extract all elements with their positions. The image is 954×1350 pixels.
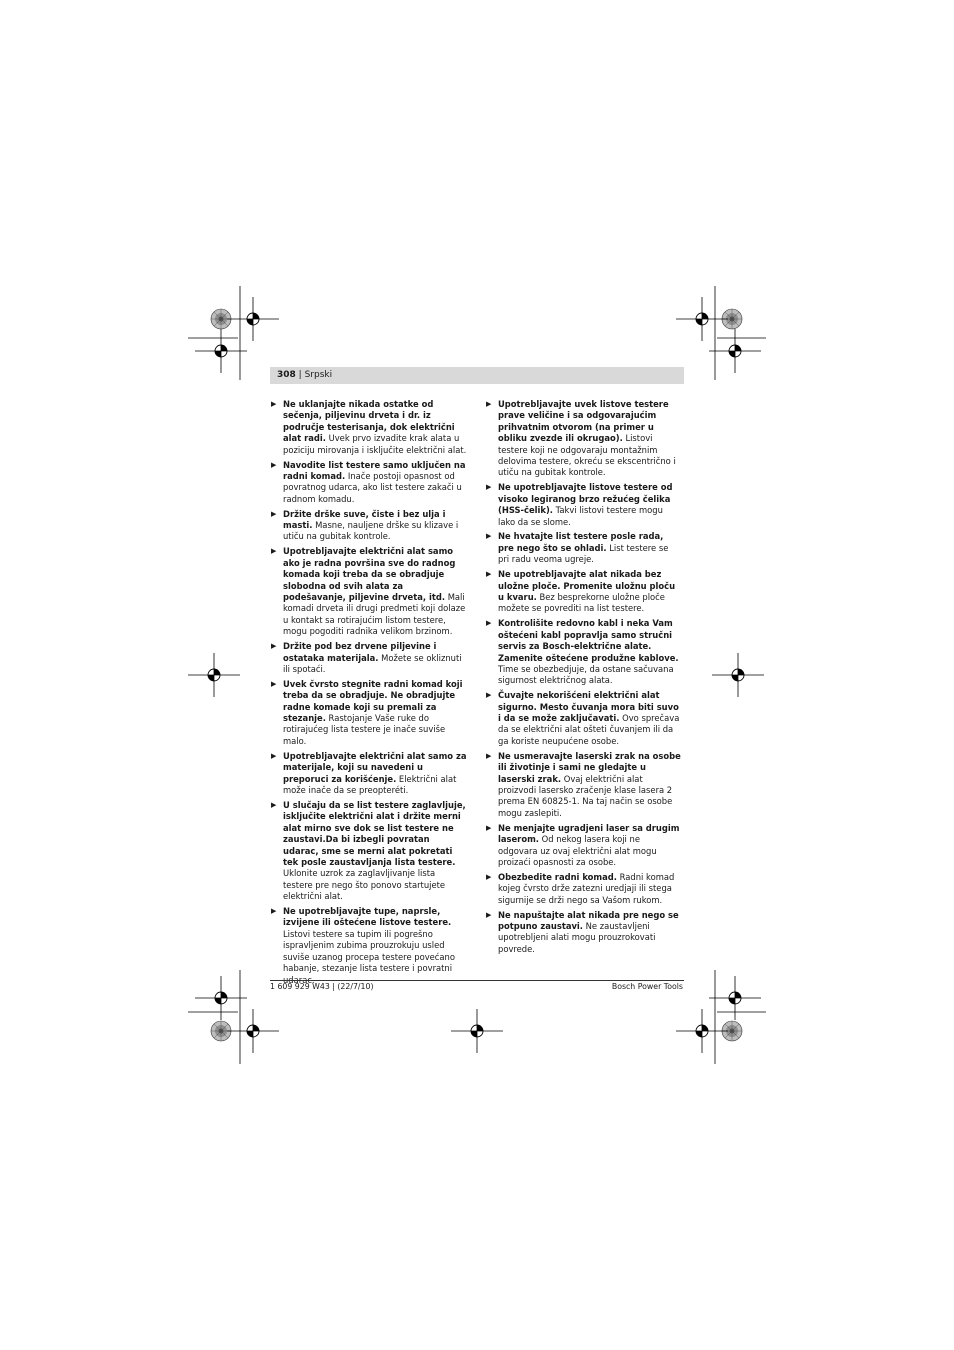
crosshair-mark <box>188 653 240 697</box>
bullet-triangle-icon: ▶ <box>271 679 277 688</box>
crosshair-mark <box>451 1009 503 1053</box>
list-item: ▶ Držite drške suve, čiste i bez ulja i masti. Masne, nauljene drške su klizave i utiču na gubitak kontrole. <box>271 508 459 542</box>
bullet-triangle-icon: ▶ <box>486 570 492 579</box>
list-item: ▶ Navodite list testere samo uključen na radni komad. Inače postoji opasnost od povratnog udarca, ako list testere zakači u radnom komadu. <box>271 459 466 504</box>
crosshair-mark <box>195 329 247 373</box>
list-item: ▶ Uvek čvrsto stegnite radni komad koji treba da se obradjuje. Ne obradjujte radne komade koji su premali za stezanje. Rastojanje Vaše ruke do rotirajućeg lista testere je inače suviše malo. <box>271 678 463 746</box>
list-item: ▶ Ne hvatajte list testere posle rada, pre nego što se ohladi. List testere se pri radu veoma ugreje. <box>486 531 669 565</box>
list-item: ▶ Upotrebljavajte električni alat samo za materijale, koji su navedeni u preporuci za korišćenje. Električni alat može inače da se preopteréti. <box>271 750 467 795</box>
bullet-triangle-icon: ▶ <box>486 691 492 700</box>
crosshair-mark <box>227 297 279 341</box>
bullet-triangle-icon: ▶ <box>271 509 277 518</box>
bullet-triangle-icon: ▶ <box>486 910 492 919</box>
bullet-triangle-icon: ▶ <box>271 800 277 809</box>
bullet-triangle-icon: ▶ <box>486 872 492 881</box>
list-item: ▶ Obezbedite radni komad. Radni komad kojeg čvrsto drže zatezni uredjaji ili stega sigurnije se drži nego sa Vašom rukom. <box>486 871 675 905</box>
crosshair-mark <box>709 329 761 373</box>
page-number: 308 <box>277 370 296 380</box>
color-wheel-mark <box>211 309 231 329</box>
list-item: ▶ U slučaju da se list testere zaglavljuje, isključite električni alat i držite merni alat mirno sve dok se list testere ne zaustavi.Da bi izbegli povratan udarac, sme se merni alat pokretati tek posle zaustavljanja lista testere. Uklonite uzrok za zaglavljivanje lista testere pre nego što ponovo startujete električni alat. <box>271 799 466 902</box>
list-item: ▶ Ne usmeravajte laserski zrak na osobe ili životinje i sami ne gledajte u laserski zrak. Ovaj električni alat proizvodi lasersko zračenje klase lasera 2 prema EN 60825-1. Na taj način se osobe mogu zaslepiti. <box>486 750 681 818</box>
header-separator: | <box>298 370 302 380</box>
crosshair-mark <box>227 1009 279 1053</box>
section-title: Srpski <box>304 370 333 380</box>
bullet-triangle-icon: ▶ <box>486 483 492 492</box>
list-item: ▶ Upotrebljavajte električni alat samo ako je radna površina sve do radnog komada koji treba da se obradjuje slobodna od svih alata za podešavanje, piljevine drveta, itd. Mali komadi drveta ili drugi predmeti koji dolaze u kontakt sa rotirajućim listom testere, mogu pogoditi radnika velikom brzinom. <box>271 546 466 637</box>
right-column <box>486 399 682 959</box>
crosshair-mark <box>709 976 761 1020</box>
bullet-triangle-icon: ▶ <box>486 619 492 628</box>
crosshair-mark <box>676 297 728 341</box>
footer-divider <box>270 980 684 981</box>
crosshair-mark <box>676 1009 728 1053</box>
bullet-triangle-icon: ▶ <box>271 400 277 408</box>
color-wheel-mark <box>211 1021 231 1041</box>
list-item: ▶ Ne upotrebljavajte tupe, naprsle, izvijene ili oštećene listove testere. Listovi testere sa tupim ili pogrešno ispravljenim zubima prouzrokuju usled suviše uzanog procepa testere povećano habanje, stezanje lista testere i povratni udarac. <box>271 906 455 985</box>
color-wheel-mark <box>722 1021 742 1041</box>
left-column <box>271 399 467 989</box>
bullet-triangle-icon: ▶ <box>486 532 492 541</box>
crosshair-mark <box>712 653 764 697</box>
color-wheel-mark <box>722 309 742 329</box>
list-item: ▶ Ne uklanjajte nikada ostatke od sečenja, piljevinu drveta i dr. iz područje testerisanja, dok električni alat radi. Uvek prvo izvadite krak alata u poziciju mirovanja i isključite električni alat. <box>271 399 467 455</box>
list-item: ▶ Čuvajte nekorišćeni električni alat sigurno. Mesto čuvanja mora biti suvo i da se može zaključavati. Ovo sprečava da se električni alat ošteti čuvanjem ili da ga koriste neupućene osobe. <box>486 690 680 746</box>
list-item: ▶ Ne upotrebljavajte listove testere od visoko legiranog brzo režućeg čelika (HSS-čelik). Takvi listovi testere mogu lako da se slome. <box>486 482 673 527</box>
bullet-triangle-icon: ▶ <box>486 823 492 832</box>
footer-document-code: 1 609 929 W43 | (22/7/10) <box>270 982 374 991</box>
bullet-triangle-icon: ▶ <box>486 400 492 408</box>
bullet-triangle-icon: ▶ <box>271 907 277 916</box>
bullet-triangle-icon: ▶ <box>486 751 492 760</box>
list-item: ▶ Ne napuštajte alat nikada pre nego se potpuno zaustavi. Ne zaustavljeni upotrebljeni alati mogu prouzrokovati povrede. <box>486 909 679 954</box>
list-item: ▶ Ne upotrebljavajte alat nikada bez uložne ploče. Promenite uložnu ploču u kvaru. Bez besprekorne uložne ploče možete se povrediti na list testere. <box>486 569 676 614</box>
page-header <box>277 369 332 381</box>
footer-brand: Bosch Power Tools <box>611 982 683 991</box>
bullet-triangle-icon: ▶ <box>271 642 277 651</box>
list-item: ▶ Upotrebljavajte uvek listove testere prave veličine i sa odgovarajućim prihvatnim otvorom (na primer u obliku zvezde ili okrugao). Listovi testere koji ne odgovaraju montažnim delovima testere, okreću se ekscentrično i utiču na gubitak kontrole. <box>486 399 676 478</box>
bullet-triangle-icon: ▶ <box>271 547 277 556</box>
list-item: ▶ Kontrolišite redovno kabl i neka Vam oštećeni kabl popravlja samo stručni servis za Bosch-električne alate. Zamenite oštećene produžne kablove. Time se obezbedjuje, da ostane sačuvana sigurnost električnog alata. <box>486 618 679 686</box>
list-item: ▶ Držite pod bez drvene piljevine i ostataka materijala. Možete se okliznuti ili spotaći. <box>271 641 462 674</box>
list-item: ▶ Ne menjajte ugradjeni laser sa drugim laserom. Od nekog lasera koji ne odgovara uz ovaj električni alat mogu proizaći opasnosti za osobe. <box>486 822 680 867</box>
bullet-triangle-icon: ▶ <box>271 751 277 760</box>
crosshair-mark <box>195 976 247 1020</box>
bullet-triangle-icon: ▶ <box>271 460 277 469</box>
